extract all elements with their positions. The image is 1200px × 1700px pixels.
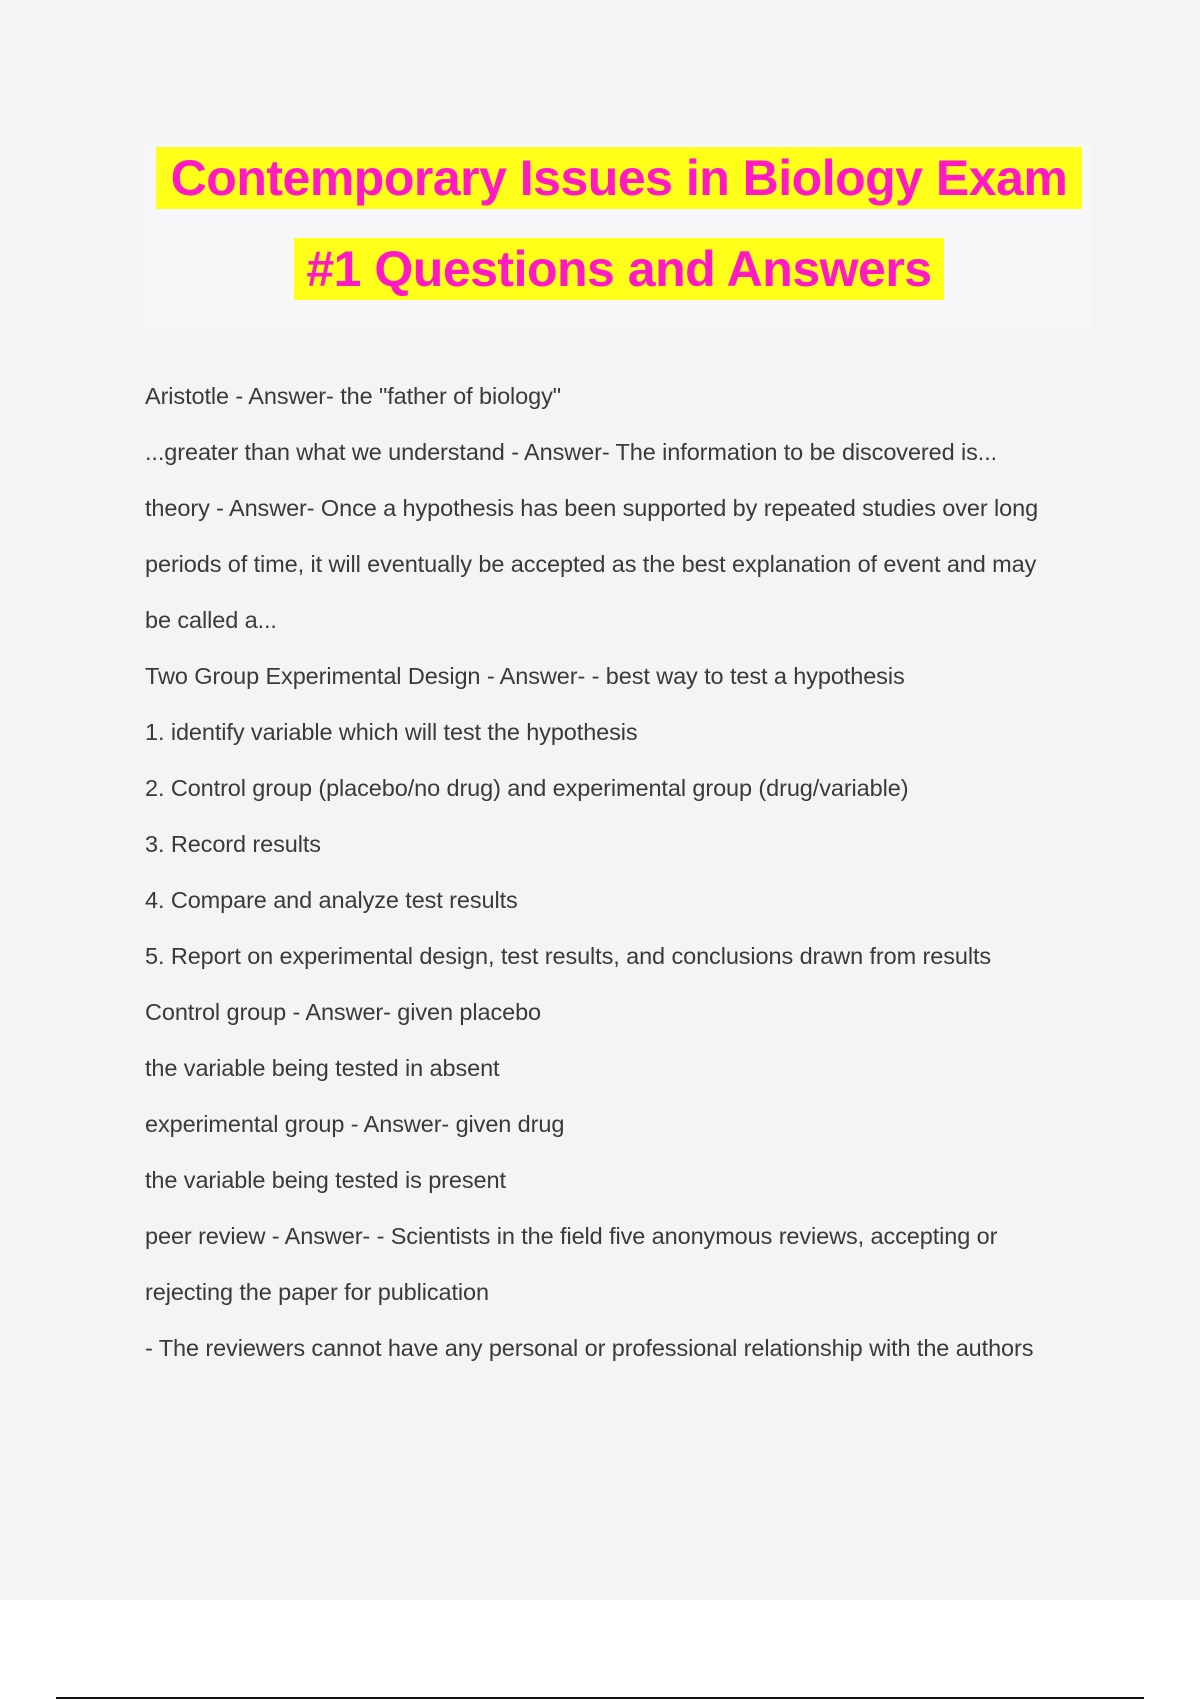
text-line: 5. Report on experimental design, test results, and conclusions drawn from results bbox=[145, 943, 992, 969]
text-line: Control group - Answer- given placebo bbox=[145, 999, 542, 1025]
text-line: experimental group - Answer- given drug bbox=[145, 1111, 565, 1137]
title-line-1: Contemporary Issues in Biology Exam bbox=[156, 147, 1082, 209]
text-line: 1. identify variable which will test the hypothesis bbox=[145, 719, 638, 745]
text-line: periods of time, it will eventually be accepted as the best explanation of event and may bbox=[145, 551, 1037, 577]
footer-rule bbox=[56, 1697, 1144, 1699]
text-line: rejecting the paper for publication bbox=[145, 1279, 489, 1305]
text-line: theory - Answer- Once a hypothesis has been supported by repeated studies over long bbox=[145, 495, 1039, 521]
text-line: 2. Control group (placebo/no drug) and experimental group (drug/variable) bbox=[145, 775, 909, 801]
text-line: ...greater than what we understand - Answer- The information to be discovered is... bbox=[145, 439, 998, 465]
text-line: peer review - Answer- - Scientists in the field five anonymous reviews, accepting or bbox=[145, 1223, 998, 1249]
text-line: the variable being tested in absent bbox=[145, 1055, 500, 1081]
qa-body bbox=[145, 368, 1105, 1376]
text-line: 3. Record results bbox=[145, 831, 321, 857]
text-line: - The reviewers cannot have any personal or professional relationship with the authors bbox=[145, 1335, 1034, 1361]
title-block bbox=[143, 143, 1091, 327]
text-line: the variable being tested is present bbox=[145, 1167, 506, 1193]
text-line: be called a... bbox=[145, 607, 277, 633]
title-line-2: #1 Questions and Answers bbox=[294, 238, 944, 300]
text-line: Two Group Experimental Design - Answer- - best way to test a hypothesis bbox=[145, 663, 905, 689]
text-line: 4. Compare and analyze test results bbox=[145, 887, 518, 913]
text-line: Aristotle - Answer- the "father of biology" bbox=[145, 383, 561, 409]
